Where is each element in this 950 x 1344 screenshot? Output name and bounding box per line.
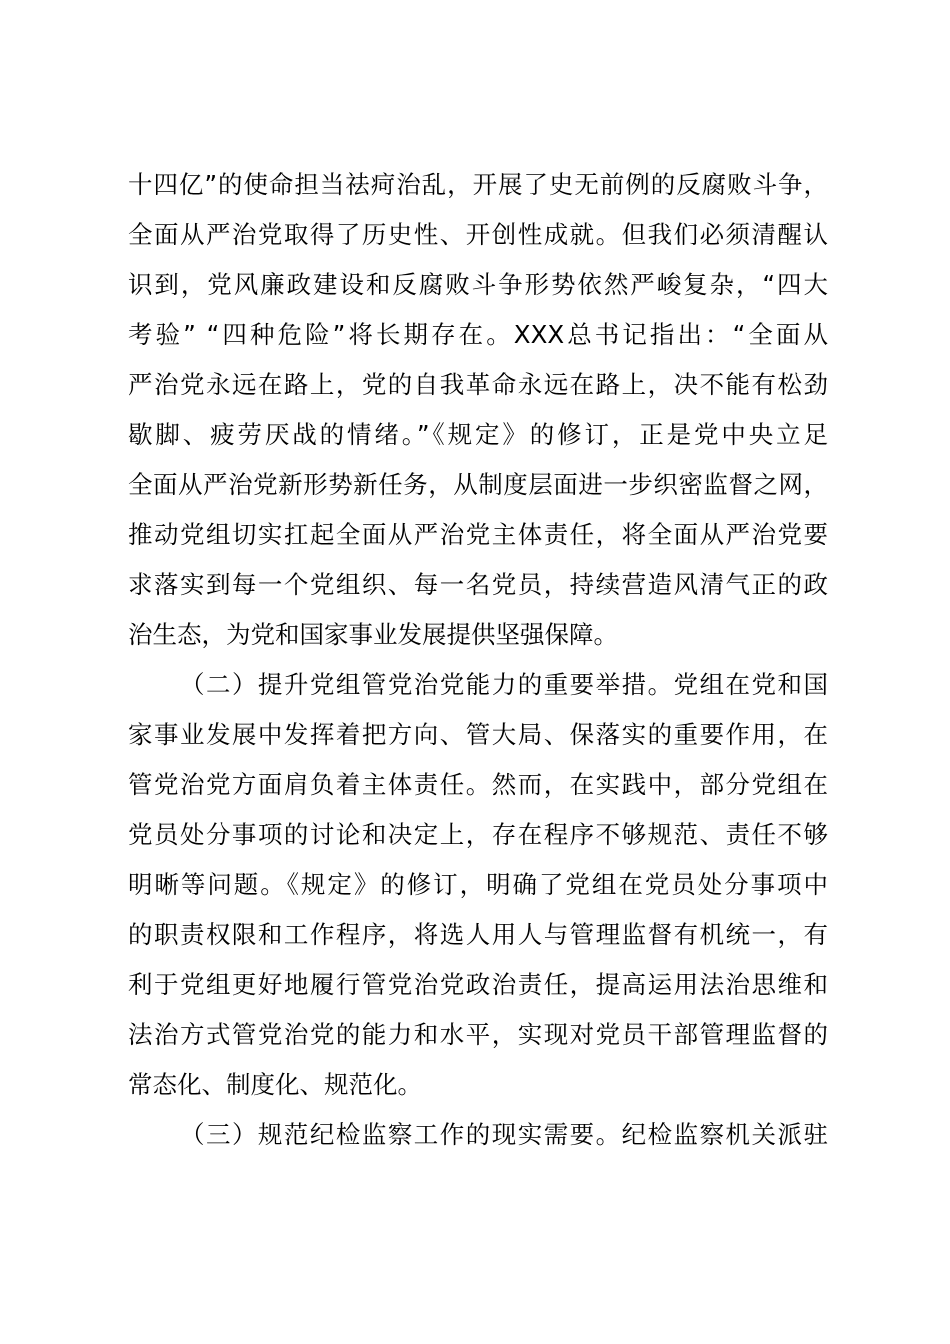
text-line: 党员处分事项的讨论和决定上，存在程序不够规范、责任不够 <box>128 820 828 849</box>
text-line: 利于党组更好地履行管党治党政治责任，提高运用法治思维和 <box>128 970 828 999</box>
text-line: 家事业发展中发挥着把方向、管大局、保落实的重要作用，在 <box>128 720 828 749</box>
text-line: 推动党组切实扛起全面从严治党主体责任，将全面从严治党要 <box>128 520 828 549</box>
text-line: 全面从严治党新形势新任务，从制度层面进一步织密监督之网， <box>128 470 828 499</box>
text-line: 十四亿”的使命担当祛疴治乱，开展了史无前例的反腐败斗争， <box>128 170 828 199</box>
text-line: 的职责权限和工作程序，将选人用人与管理监督有机统一，有 <box>128 920 828 949</box>
text-line: 严治党永远在路上，党的自我革命永远在路上，决不能有松劲 <box>128 370 828 399</box>
text-line: 法治方式管党治党的能力和水平，实现对党员干部管理监督的 <box>128 1020 828 1049</box>
text-line: 歇脚、疲劳厌战的情绪。”《规定》的修订，正是党中央立足 <box>128 420 828 449</box>
text-line: 考验” “四种危险”将长期存在。XXX总书记指出：“全面从 <box>128 320 828 349</box>
paragraph-end-line: 常态化、制度化、规范化。 <box>128 1070 422 1099</box>
text-line: 求落实到每一个党组织、每一名党员，持续营造风清气正的政 <box>128 570 828 599</box>
section-heading-line: （三）规范纪检监察工作的现实需要。纪检监察机关派驻 <box>180 1120 828 1149</box>
section-heading-line: （二）提升党组管党治党能力的重要举措。党组在党和国 <box>180 670 828 699</box>
body-text <box>128 160 828 1160</box>
text-line: 识到，党风廉政建设和反腐败斗争形势依然严峻复杂，“四大 <box>128 270 828 299</box>
text-line: 管党治党方面肩负着主体责任。然而，在实践中，部分党组在 <box>128 770 828 799</box>
text-line: 全面从严治党取得了历史性、开创性成就。但我们必须清醒认 <box>128 220 828 249</box>
paragraph-end-line: 治生态，为党和国家事业发展提供坚强保障。 <box>128 620 618 649</box>
text-line: 明晰等问题。《规定》的修订，明确了党组在党员处分事项中 <box>128 870 828 899</box>
